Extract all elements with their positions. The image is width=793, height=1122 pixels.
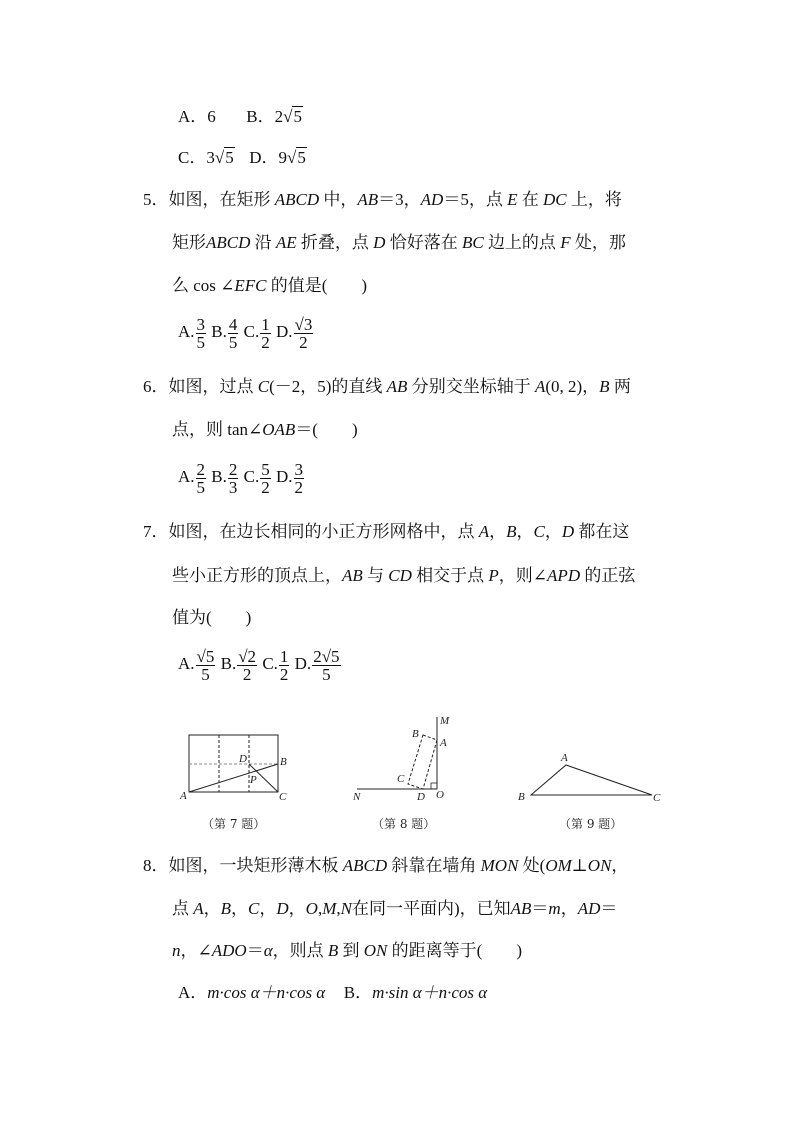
point-label-c: C [279, 791, 287, 803]
triangle-abc [531, 765, 652, 795]
q5-option-b[interactable]: B. $\frac{4}{5}$ [211, 315, 238, 352]
q4-option-a[interactable]: A．6 [178, 107, 216, 126]
q8-options [178, 983, 487, 1003]
figure-9-triangle [510, 745, 670, 805]
point-label-b: B [412, 728, 419, 740]
figure-7-caption: （第 7 题） [202, 817, 266, 831]
question-number: 7． [143, 522, 169, 541]
q7-line-2: 些小正方形的顶点上，AB 与 CD 相交于点 P，则∠APD 的正弦 [172, 566, 636, 585]
point-label-a: A [440, 737, 447, 749]
q8-line-2: 点 A，B，C，D，O,M,N在同一平面内)，已知AB＝m，AD＝ [172, 899, 618, 918]
point-label-n: N [353, 791, 361, 803]
figure-8-wall-corner [345, 710, 465, 805]
q6-options [178, 461, 305, 496]
q8-option-a[interactable]: A．m·cos α＋n·cos α [178, 983, 326, 1002]
q5-option-c[interactable]: C. $\frac{1}{2}$ [243, 315, 270, 352]
q7-option-c[interactable]: C. $\frac{1}{2}$ [262, 647, 289, 684]
q5-option-a[interactable]: A. $\frac{3}{5}$ [178, 315, 206, 352]
q7-line-1: 7．如图，在边长相同的小正方形网格中，点 A，B，C，D 都在这 [143, 522, 630, 541]
figure-9-caption: （第 9 题） [559, 817, 623, 831]
point-label-d: D [417, 791, 425, 803]
q5-options [178, 316, 314, 351]
q7-line-3: 值为( ) [172, 608, 252, 627]
q7-options [178, 648, 342, 683]
point-label-o: O [436, 789, 444, 801]
q5-line-3: 么 cos ∠EFC 的值是( ) [172, 276, 368, 295]
point-label-a: A [561, 752, 568, 764]
point-label-b: B [280, 756, 287, 768]
q6-option-b[interactable]: B. $\frac{2}{3}$ [211, 460, 238, 497]
point-label-m: M [440, 715, 450, 727]
q8-option-b[interactable]: B．m·sin α＋n·cos α [343, 983, 488, 1002]
point-label-p: P [250, 774, 257, 786]
question-number: 8． [143, 856, 169, 875]
q4-option-d[interactable]: D．9√5 [249, 148, 306, 167]
q8-line-3: n，∠ADO＝α，则点 B 到 ON 的距离等于( ) [172, 941, 522, 960]
q6-line-2: 点，则 tan∠OAB＝( ) [172, 420, 358, 439]
q5-line-1: 5．如图，在矩形 ABCD 中，AB＝3，AD＝5，点 E 在 DC 上，将 [143, 190, 622, 209]
q5-option-d[interactable]: D. $\frac{√3}{2}$ [275, 315, 313, 352]
q6-option-a[interactable]: A. $\frac{2}{5}$ [178, 460, 206, 497]
q5-line-2: 矩形ABCD 沿 AE 折叠，点 D 恰好落在 BC 边上的点 F 处，那 [172, 233, 626, 252]
q8-line-1: 8．如图，一块矩形薄木板 ABCD 斜靠在墙角 MON 处(OM⊥ON， [143, 856, 629, 875]
figure-8-caption: （第 8 题） [372, 817, 436, 831]
point-label-d: D [239, 753, 247, 765]
segment-ab [189, 764, 278, 792]
q6-option-d[interactable]: D. $\frac{3}{2}$ [275, 460, 303, 497]
point-label-c: C [397, 773, 405, 785]
board-abcd [408, 735, 437, 789]
q4-options-row-1 [178, 107, 303, 127]
q4-option-c[interactable]: C．3√5 [178, 148, 234, 167]
q4-option-b[interactable]: B．2√5 [246, 107, 302, 126]
question-number: 6． [143, 377, 169, 396]
q4-options-row-2 [178, 148, 307, 168]
q7-option-b[interactable]: B. $\frac{√2}{2}$ [220, 647, 257, 684]
q6-line-1: 6．如图，过点 C(－2，5)的直线 AB 分别交坐标轴于 A(0, 2)，B 两 [143, 377, 631, 396]
q7-option-d[interactable]: D. $\frac{2√5}{5}$ [294, 647, 340, 684]
point-label-c: C [653, 792, 661, 804]
point-label-a: A [180, 790, 187, 802]
point-label-b: B [518, 791, 525, 803]
q6-option-c[interactable]: C. $\frac{5}{2}$ [243, 460, 270, 497]
q7-option-a[interactable]: A. $\frac{√5}{5}$ [178, 647, 215, 684]
figure-7-grid [175, 725, 295, 805]
question-number: 5． [143, 190, 169, 209]
